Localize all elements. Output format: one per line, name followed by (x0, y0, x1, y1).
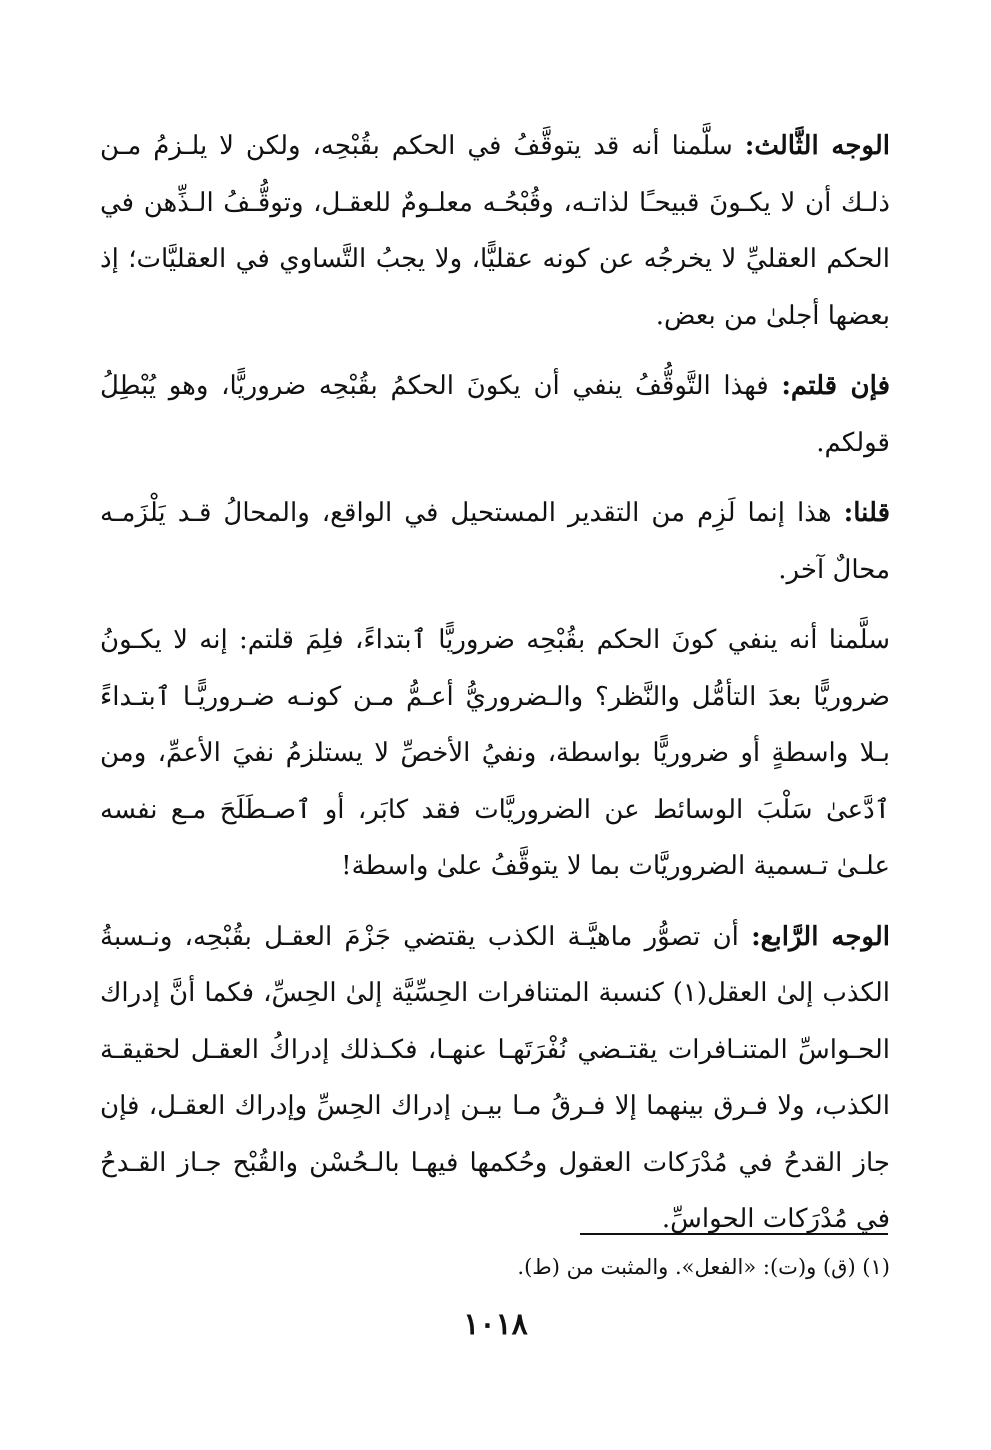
main-text (100, 118, 890, 1262)
paragraph-body: فهذا التَّوقُّفُ ينفي أن يكونَ الحكمُ بقُبْحِه ضروريًّا، وهو يُبْطِلُ قولكم. (100, 371, 890, 458)
paragraph-lead: فإن قلتم: (781, 371, 890, 401)
page-number: ١٠١٨ (463, 1307, 528, 1342)
footnote-divider (580, 1233, 888, 1235)
footnote: (١) (ق) و(ت): «الفعل». والمثبت من (ط). (517, 1255, 890, 1279)
paragraph-reply (100, 485, 890, 598)
paragraph-body: سلَّمنا أنه ينفي كونَ الحكم بقُبْحِه ضروريًّا ٱبتداءً، فلِمَ قلتم: إنه لا يكـونُ ضروريًّا بعدَ التأمُّل والنَّظر؟ والـضروريُّ أعـمُّ مـن كونـه ضـروريًّـا ٱبتـداءً بـلا واسطةٍ أو ضروريًّا بواسطة، ونفيُ الأخصِّ لا يستلزمُ نفيَ الأعمِّ، ومن ٱدَّعىٰ سَلْبَ الوسائط عن الضروريَّات فقد كابَر، أو ٱصـطَلَحَ مـع نفسه علـىٰ تـسمية الضروريَّات بما لا يتوقَّفُ علىٰ واسطة! (100, 625, 890, 881)
paragraph-body: هذا إنما لَزِم من التقدير المستحيل في الواقع، والمحالُ قـد يَلْزَمـه محالٌ آخر. (100, 498, 890, 585)
paragraph-lead: الوجه الثَّالث: (744, 131, 891, 161)
paragraph-lead: قلنا: (843, 498, 890, 528)
paragraph-fourth-aspect (100, 909, 890, 1248)
paragraph-lead: الوجه الرَّابع: (751, 921, 890, 952)
paragraph-body: أن تصوُّر ماهيَّـة الكذب يقتضي جَزْمَ العقـل بقُبْحِه، ونـسبةُ الكذب إلىٰ العقل(١) كنسبة المتنافرات الحِسِّيَّة إلىٰ الحِسِّ، فكما أنَّ إدراك الحـواسِّ المتنـافرات يقتـضي نُفْرَتَهـا عنهـا، فكـذلك إدراكُ العقـل لحقيقـة الكذب، ولا فـرق بينهما إلا فـرقُ مـا بيـن إدراك الحِسِّ وإدراك العقـل، فإن جاز القدحُ في مُدْرَكات العقول وحُكمها فيهـا بالـحُسْن والقُبْح جـاز القـدحُ في مُدْرَكات الحواسِّ. (100, 921, 890, 1234)
paragraph-third-aspect (100, 118, 890, 344)
paragraph-objection (100, 358, 890, 471)
paragraph-concession (100, 612, 890, 895)
paragraph-body: سلَّمنا أنه قد يتوقَّفُ في الحكم بقُبْحِه، ولكن لا يلـزمُ مـن ذلـك أن لا يكـونَ قبيحـًا لذاتـه، وقُبْحُـه معلـومٌ للعقـل، وتوقُّـفُ الـذِّهن في الحكم العقليِّ لا يخرجُه عن كونه عقليًّا، ولا يجبُ التَّساوي في العقليَّات؛ إذ بعضها أجلىٰ من بعض. (100, 131, 890, 331)
